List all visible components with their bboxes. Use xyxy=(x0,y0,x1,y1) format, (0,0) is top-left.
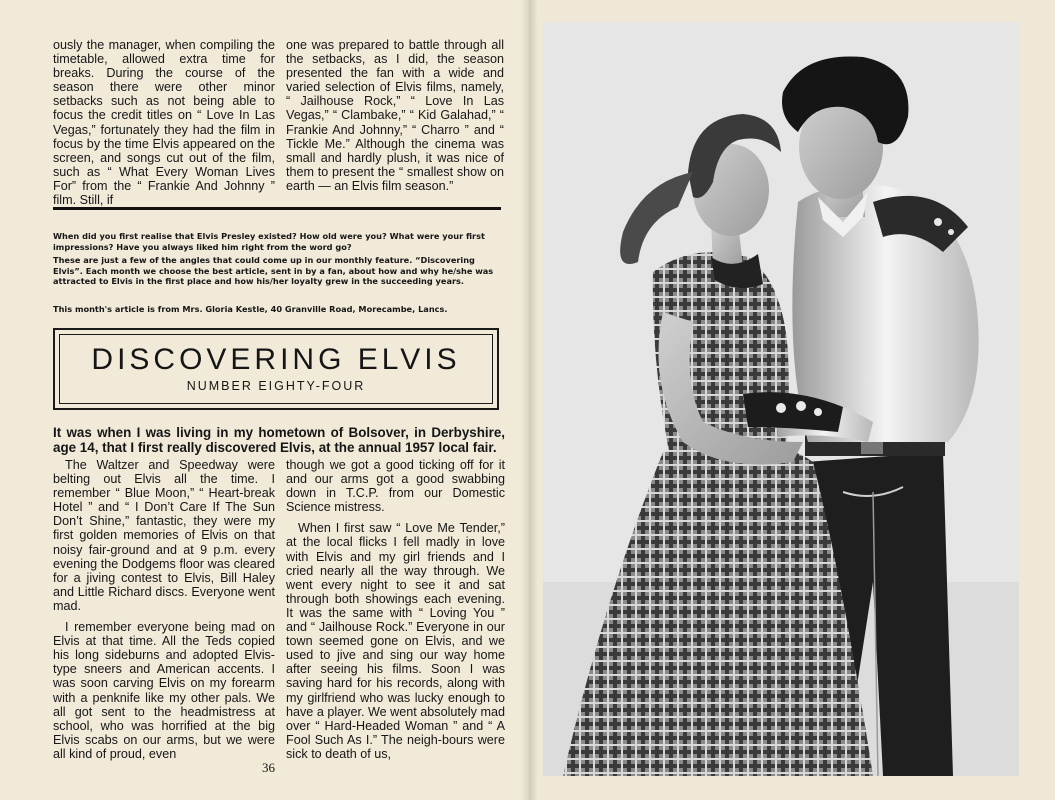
feature-author-line: This month's article is from Mrs. Gloria Kestle, 40 Granville Road, Morecambe, Lancs. xyxy=(53,304,448,314)
photo-couple xyxy=(543,22,1019,776)
article-left-column xyxy=(53,458,275,768)
article-paragraph: though we got a good ticking off for it and our arms got a good swabbing down in T.C.P. from our Domestic Science mistress. xyxy=(286,458,505,515)
title-inner-frame xyxy=(59,334,493,404)
photo-illustration xyxy=(543,22,1019,776)
article-paragraph: The Waltzer and Speedway were belting out Elvis all the time. I remember “ Blue Moon,” “ Heart-break Hotel ” and “ I Don’t Care If The Sun Don’t Shine,” fantastic, they were my first golden memories of Elvis on that noisy fair-ground and at 9 p.m. every evening the Dodgems floor was cleared for a jiving contest to Elvis, Bill Haley and Little Richard discs. Everyone went mad. xyxy=(53,458,275,613)
article-title: DISCOVERING ELVIS xyxy=(91,343,461,376)
article-paragraph: I remember everyone being mad on Elvis at that time. All the Teds copied his long sideburns and adopted Elvis-type sneers and American accents. I was soon carving Elvis on my forearm with a penknife like my other pals. We all got sent to the headmistress at school, who was horrified at the big Elvis scabs on our arms, but we were all kind of proud, even xyxy=(53,620,275,761)
top-left-column xyxy=(53,38,275,214)
feature-questions: When did you first realise that Elvis Presley existed? How old were you? What were your first impressions? Have you always liked him right from the word go? xyxy=(53,231,485,252)
article-paragraph: When I first saw “ Love Me Tender,” at the local flicks I fell madly in love with Elvis and my girl friends and I cried nearly all the way through. We went every night to see it and sat through both showings each evening. It was the same with “ Loving You ” and “ Jailhouse Rock.” Everyone in our town seemed gone on Elvis, and we used to jive and sing our way home after seeing his films. Soon I was saving hard for his records, along with my girlfriend who was lucky enough to have a player. We went absolutely mad over “ Hard-Headed Woman ” and “ A Fool Such As I.” The neigh-bours were sick to death of us, xyxy=(286,521,505,761)
top-right-column xyxy=(286,38,504,200)
top-left-paragraph: ously the manager, when compiling the timetable, allowed extra time for breaks. During the course of the season there were other minor setbacks such as not being able to focus the credit titles on “ Love In Las Vegas,” fortunately they had the film in focus by the time Elvis appeared on the screen, and songs cut out of the film, such as “ What Every Woman Lives For” from the “ Frankie And Johnny ” film. Still, if xyxy=(53,38,275,208)
title-frame xyxy=(53,328,499,410)
section-divider xyxy=(53,207,501,210)
article-lead: It was when I was living in my hometown of Bolsover, in Derbyshire, age 14, that I first really discovered Elvis, at the annual 1957 local fair. xyxy=(53,425,505,455)
top-right-paragraph: one was prepared to battle through all the setbacks, as I did, the season presented the fan with a wide and varied selection of Elvis films, namely, “ Jailhouse Rock,” “ Love In Las Vegas,” “ Clambake,” “ Kid Galahad,” “ Frankie And Johnny,” “ Charro ” and “ Tickle Me.” Although the cinema was small and hardly plush, it was nice of them to present the “ smallest show on earth — an Elvis film season.” xyxy=(286,38,504,193)
page-gutter xyxy=(520,0,538,800)
feature-description: These are just a few of the angles that could come up in our monthly feature. “Discovering Elvis”. Each month we choose the best article, sent in by a fan, about how and why he/she was attracted to Elvis in the first place and how his/her loyalty grew in the succeeding years. xyxy=(53,255,494,286)
article-right-column xyxy=(286,458,505,768)
article-subtitle: NUMBER EIGHTY-FOUR xyxy=(186,379,366,393)
page-number: 36 xyxy=(262,760,275,775)
